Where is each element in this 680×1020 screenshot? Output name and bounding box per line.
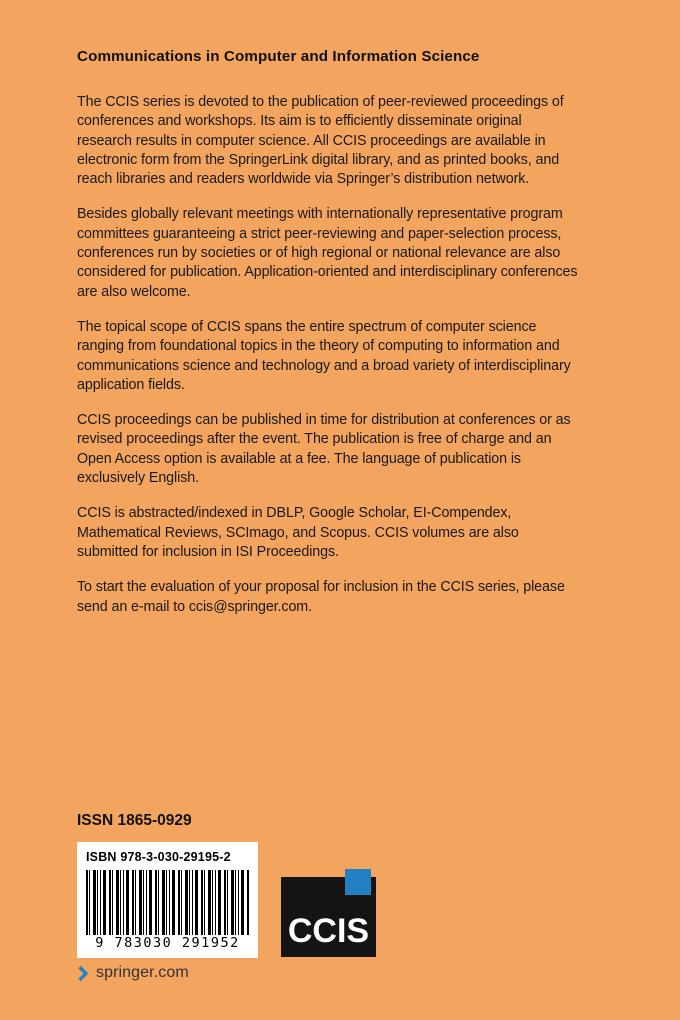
issn-label: ISSN 1865-0929 <box>77 812 192 829</box>
ccis-logo <box>281 877 376 957</box>
springer-link[interactable] <box>77 964 189 982</box>
isbn-label: ISBN 978-3-030-29195-2 <box>86 850 231 864</box>
ccis-logo-blue-square-icon <box>345 869 371 895</box>
isbn-barcode-panel <box>77 842 258 958</box>
series-title: Communications in Computer and Information Science <box>77 48 480 65</box>
paragraph-series-description: The CCIS series is devoted to the publication of peer-reviewed proceedings of conferences and workshops. Its aim is to efficiently disseminate original research results in computer science. All CCIS proceedings are available in electronic form from the SpringerLink digital library, and as printed books, and reach libraries and readers worldwide via Springer’s distribution network. <box>77 94 564 188</box>
barcode-digits: 9 783030 291952 <box>83 935 252 952</box>
springer-url: springer.com <box>96 964 189 981</box>
paragraph-publication-terms: CCIS proceedings can be published in time for distribution at conferences or as revised proceedings after the event. The publication is free of charge and an Open Access option is available at a fee. The language of publication is exclusively English. <box>77 412 571 487</box>
ccis-logo-text: CCIS <box>287 912 370 950</box>
paragraph-selection-process: Besides globally relevant meetings with internationally representative program committees guaranteeing a strict peer-reviewing and paper-selection process, conferences run by societies or of high regional or national relevance are also considered for publication. Application-oriented and interdisciplinary conferences are also welcome. <box>77 206 578 300</box>
paragraph-topical-scope: The topical scope of CCIS spans the entire spectrum of computer science ranging from foundational topics in the theory of computing to information and communications science and technology and a broad variety of interdisciplinary application fields. <box>77 318 571 393</box>
paragraph-indexing: CCIS is abstracted/indexed in DBLP, Google Scholar, EI-Compendex, Mathematical Reviews, SCImago, and Scopus. CCIS volumes are also submitted for inclusion in ISI Proceedings. <box>77 505 519 560</box>
paragraph-proposal-contact: To start the evaluation of your proposal for inclusion in the CCIS series, please send an e-mail to ccis@springer.com. <box>77 579 565 615</box>
chevron-right-icon <box>77 965 88 982</box>
back-cover-text <box>77 48 579 633</box>
